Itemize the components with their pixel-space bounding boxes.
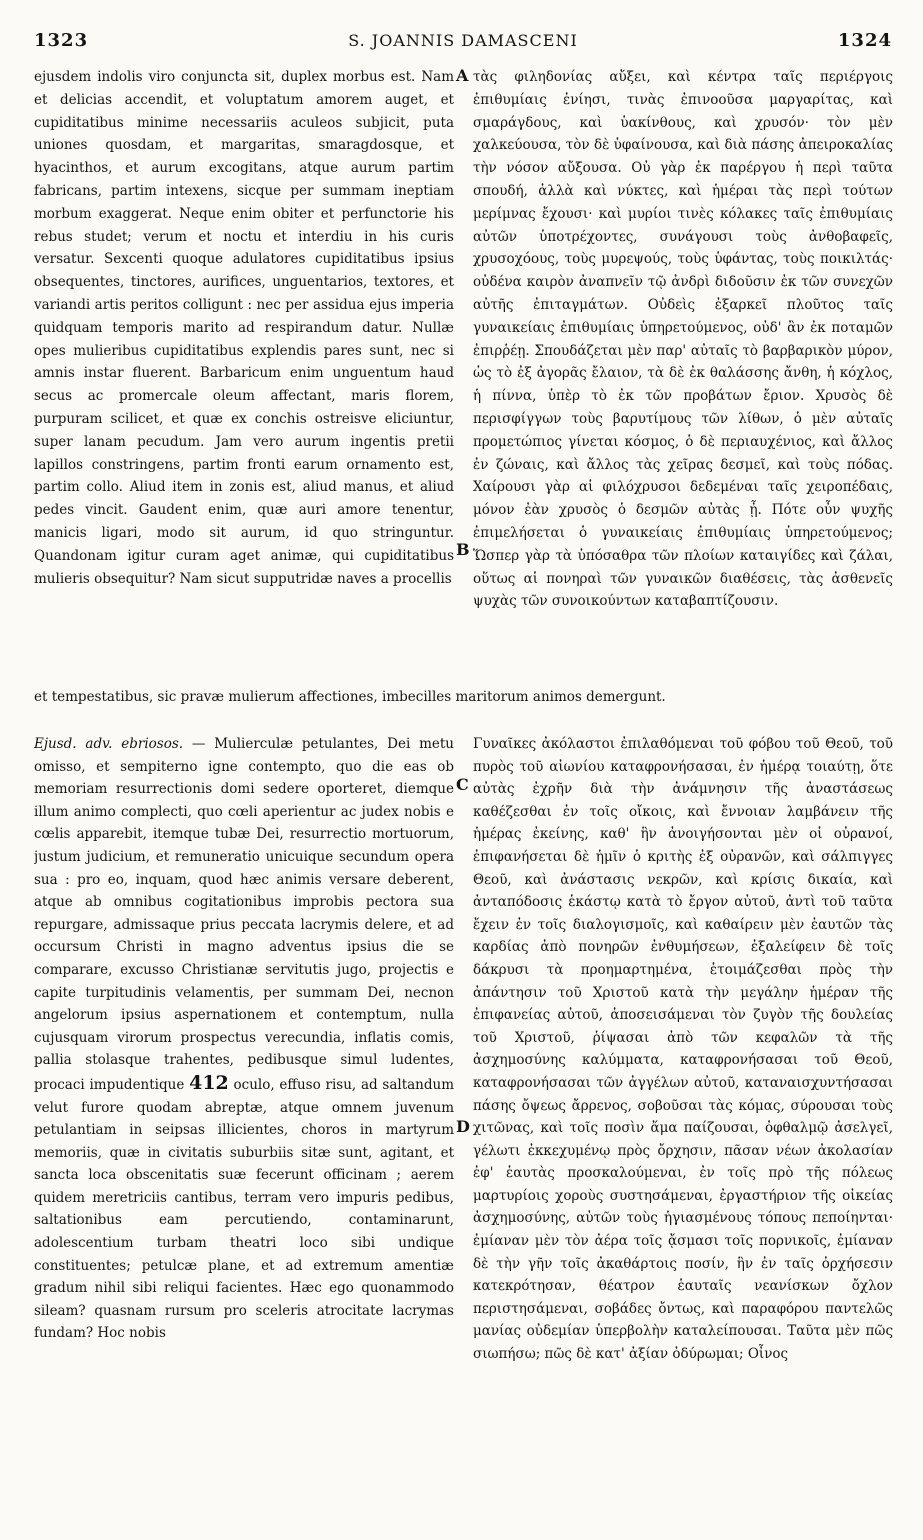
page-number-left: 1323 [34, 30, 89, 51]
latin-text-part-1: — Mulierculæ petulantes, Dei metu omisso, et sempiterno igne contempto, quo die eas ob memoriam resurrectionis domi sedere oporteret, diemque illum animo complecti, quo cœli aperientur ac judex nobis e cœlis apparebit, itemque tubæ Dei, resurrectio mortuorum, justum judicium, et remuneratio unicuique secundum opera sua : pro eo, inquam, quod hæc animis versare deberent, atque ab omnibus cogitationibus improbis pectora sua repurgare, admissaque prius peccata lacrymis delere, et ad occursum Christi in magno adventus ipsius die se comparare, excusso Christianæ servitutis jugo, projectis e capite turpitudinis velamentis, per summam Dei, necnon angelorum ipsius aspernationem et contemptum, nulla cujusquam virorum prospectus verecundia, inflatis comis, pallia stolasque trahentes, pedibusque simul ludentes, procaci impudentique [34, 736, 454, 1093]
latin-column-bottom [34, 733, 454, 1513]
latin-column-top: ejusdem indolis viro conjuncta sit, duplex morbus est. Nam et delicias accendit, et voluptatum amorem auget, et cupiditatibus minime necessariis aculeos subjicit, puta uniones quosdam, et margaritas, smaragdosque, et hyacinthos, et aurum excogitans, atque aurum partim fabricans, partim intexens, sicque per summam ineptiam morbum exaggerat. Neque enim obiter et perfunctorie his rebus studet; verum et noctu et interdiu in his curis versatur. Sexcenti quoque adulatores cupiditatibus ipsius obsequentes, tinctores, aurifices, unguentarios, textores, et variandi artis peritos colligunt : nec per assidua ejus imperia quidquam temporis marito ad respirandum datur. Nullæ opes mulieribus cupiditatibus explendis pares sunt, nec si amnis instar fluerent. Barbaricum enim unguentum haud secus ac promercale oleum affectant, maris florem, purpuram scilicet, et quæ ex conchis ostreisve eliciuntur, super lanam pecudum. Jam vero aurum ingentis pretii lapillos constringens, partim fronti earum ornamento est, partim collo. Aliud item in zonis est, aliud manus, et aliud pedes vincit. Gaudent enim, quæ auri amore tenentur, manicis ligari, modo sit aurum, id quo stringuntur. Quandonam igitur curam aget animæ, qui cupiditatibus mulieris obsequitur? Nam sicut supputridæ naves a procellis [34, 69, 454, 587]
section-marker-c: C [456, 775, 469, 794]
running-title: S. JOANNIS DAMASCENI [348, 31, 578, 50]
greek-column-top: τὰς φιληδονίας αὔξει, καὶ κέντρα ταῖς περιέργοις ἐπιθυμίαις ἐνίησι, τινὰς ἐπινοοῦσα μαργαρίτας, καὶ σμαράγδους, καὶ ὑακίνθους, καὶ χρυσόν· τὸν μὲν χαλκεύουσα, τὸν δὲ ὑφαίνουσα, καὶ διὰ πάσης ἀπειροκαλίας τὴν νόσον αὔξουσα. Οὐ γὰρ ἐκ παρέργου ἡ περὶ ταῦτα σπουδή, ἀλλὰ καὶ νύκτες, καὶ ἡμέραι τὰς περὶ τούτων μερίμνας ἔχουσι· καὶ μυρίοι τινὲς κόλακες ταῖς ἐπιθυμίαις αὐτῶν ὑποτρέχοντες, συνάγουσι τοὺς ἀνθοβαφεῖς, χρυσοχόους, τοὺς μυρεψούς, τοὺς ὑφάντας, τοὺς ποικιλτάς· οὐδένα καιρὸν ἀναπνεῖν τῷ ἀνδρὶ διδοῦσιν ἐκ τῶν συνεχῶν αὐτῆς ἐπιταγμάτων. Οὐδεὶς ἐξαρκεῖ πλοῦτος ταῖς γυναικείαις ἐπιθυμίαις ὑπηρετούμενος, οὐδ' ἂν ἐκ ποταμῶν ἐπιρῥέῃ. Σπουδάζεται μὲν παρ' αὐταῖς τὸ βαρβαρικὸν μύρον, ὡς τὸ ἐξ ἀγορᾶς ἔλαιον, τὰ δὲ ἐκ θαλάσσης ἄνθη, ἡ κόχλος, ἡ πίννα, ὑπὲρ τὸ ἐκ τῶν προβάτων ἔριον. Χρυσὸς δὲ περισφίγγων τοὺς βαρυτίμους τῶν λίθων, ὁ μὲν αὐταῖς προμετώπιος γίνεται κόσμος, ὁ δὲ περιαυχένιος, καὶ ἄλλος ἐν ζώναις, καὶ ἄλλος τὰς χεῖρας δεσμεῖ, καὶ τοὺς πόδας. Χαίρουσι γὰρ αἱ φιλόχρυσοι δεδεμέναι ταῖς χειροπέδαις, μόνον ἐὰν χρυσὸς ὁ δεσμῶν αὐτὰς ᾖ. Πότε οὖν ψυχῆς ἐπιμελήσεται ὁ γυναικείαις ἐπιθυμίαις ὑπηρετούμενος; Ὥσπερ γὰρ τὰ ὑπόσαθρα τῶν πλοίων καταιγίδες καὶ ζάλαι, οὕτως αἱ πονηραὶ τῶν γυναικῶν διαθέσεις, τὰς ἀσθενεῖς ψυχὰς τῶν συνοικούντων καταβαπτίζουσιν. [473, 69, 893, 610]
page-header [34, 30, 892, 58]
page-number-right: 1324 [837, 30, 892, 51]
section-marker-b: B [456, 540, 470, 559]
column-number: 412 [189, 1071, 229, 1094]
latin-text-part-2: oculo, effuso risu, ad saltandum velut furore quodam abreptæ, atque omnem juvenum petulantiam in seipsas illicientes, choros in martyrum memoriis, quæ in civitatis suburbiis sitæ sunt, agitant, et sancta loca obscenitatis suæ fecerunt officinam ; aerem quidem meretriciis cantibus, terram vero impuris pedibus, saltationibus eam percutiendo, contaminarunt, adolescentium turbam theatri loco sibi undique constituentes; petulcæ plane, et ad extremum amentiæ gradum nihil sibi reliqui facientes. Hæc ego quonammodo sileam? quasnam rursum pro sceleris atrocitate lacrymas fundam? Hoc nobis [34, 1076, 454, 1342]
greek-column-bottom: Γυναῖκες ἀκόλαστοι ἐπιλαθόμεναι τοῦ φόβου τοῦ Θεοῦ, τοῦ πυρὸς τοῦ αἰωνίου καταφρονήσασαι, ἐν ἡμέρᾳ τοιαύτῃ, ὅτε αὐτὰς ἐχρῆν διὰ τὴν ἀνάμνησιν τῆς ἀναστάσεως καθέζεσθαι ἐν τοῖς οἴκοις, καὶ ἔννοιαν λαμβάνειν τῆς ἡμέρας ἐκείνης, καθ' ἣν ἀνοιγήσονται μὲν οἱ οὐρανοί, ἐπιφανήσεται δὲ ἡμῖν ὁ κριτὴς ἐξ οὐρανῶν, καὶ σάλπιγγες Θεοῦ, καὶ ἀνάστασις νεκρῶν, καὶ κρίσις δικαία, καὶ ἀνταπόδοσις ἑκάστῳ κατὰ τὸ ἔργον αὐτοῦ, ἀντὶ τοῦ ταῦτα ἔχειν ἐν τοῖς διαλογισμοῖς, καὶ καθαίρειν μὲν ἑαυτῶν τὰς καρδίας ἀπὸ πονηρῶν ἐνθυμήσεων, ἐξαλείφειν δὲ τοῖς δάκρυσι τὰ προημαρτημένα, ἑτοιμάζεσθαι πρὸς τὴν ἀπάντησιν τοῦ Χριστοῦ κατὰ τὴν μεγάλην ἡμέραν τῆς ἐπιφανείας αὐτοῦ, ἀποσεισάμεναι τὸν ζυγὸν τῆς δουλείας τοῦ Χριστοῦ, ῥίψασαι ἀπὸ τῶν κεφαλῶν τὰ τῆς ἀσχημοσύνης καλύμματα, καταφρονήσασαι τοῦ Θεοῦ, καταφρονήσασαι τῶν ἀγγέλων αὐτοῦ, καταναισχυντήσασαι πάσης ὄψεως ἄρρενος, σοβοῦσαι τὰς κόμας, σύρουσαι τοὺς χιτῶνας, καὶ τοῖς ποσὶν ἅμα παίζουσαι, ὀφθαλμῷ ἀσελγεῖ, γέλωτι ἐκκεχυμένῳ πρὸς ὄρχησιν, πᾶσαν νέων ἀκολασίαν ἐφ' ἑαυτὰς προσκαλούμεναι, ἐν τοῖς πρὸ τῆς πόλεως μαρτυρίοις χοροὺς συστησάμεναι, ἐργαστήριον τῆς οἰκείας ἀσχημοσύνης, αὐτῶν τοὺς ἡγιασμένους τόπους πεποίηνται· ἐμίαναν μὲν τὸν ἀέρα τοῖς ᾄσμασι τοῖς πορνικοῖς, ἐμίαναν δὲ τὴν γῆν τοῖς ἀκαθάρτοις ποσίν, ἣν ἐν ταῖς ὀρχήσεσιν κατεκρότησαν, θέατρον ἑαυταῖς νεανίσκων ὄχλον περιστησάμεναι, σοβάδες ὄντως, καὶ παραφόρου παντελῶς μανίας οὐδεμίαν ὑπερβολὴν καταλείπουσαι. Ταῦτα μὲν πῶς σιωπήσω; πῶς δὲ κατ' ἀξίαν ὀδύρωμαι; Οἶνος [473, 736, 893, 1363]
section-marker-a: A [456, 66, 469, 85]
spanning-line: et tempestatibus, sic pravæ mulierum affectiones, imbecilles maritorum animos demergunt. [34, 689, 666, 705]
section-heading: Ejusd. adv. ebriosos. [34, 736, 184, 752]
section-marker-d: D [456, 1117, 470, 1136]
